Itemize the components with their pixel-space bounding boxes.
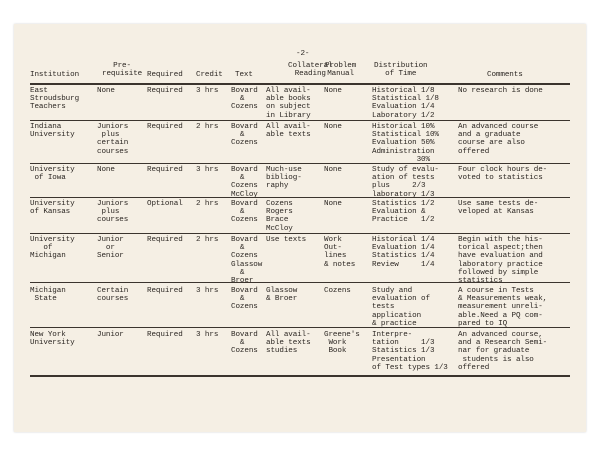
cell-problem-manual: Work Out- lines & notes — [324, 236, 356, 269]
cell-collateral-reading: Much-use bibliog- raphy — [266, 166, 302, 191]
cell-prerequisite: Junior — [97, 331, 124, 339]
cell-required: Required — [147, 166, 183, 174]
header-collateral-reading: Collateral Reading — [288, 62, 333, 79]
cell-credit: 3 hrs — [196, 287, 219, 295]
document-sheet — [14, 24, 586, 432]
header-problem-manual: Problem Manual — [325, 62, 357, 79]
table-rule — [30, 375, 570, 377]
cell-comments: No research is done — [458, 87, 543, 95]
cell-required: Required — [147, 331, 183, 339]
cell-collateral-reading: All avail- able texts studies — [266, 331, 311, 356]
cell-comments: Begin with the his- torical aspect;then have evaluation and laboratory practice followed by simple statistics — [458, 236, 543, 286]
cell-credit: 3 hrs — [196, 331, 219, 339]
cell-prerequisite: Junior or Senior — [97, 236, 124, 261]
cell-comments: An advanced course and a graduate course are also offered — [458, 123, 539, 156]
cell-problem-manual: None — [324, 87, 342, 95]
table-rule — [30, 120, 570, 121]
cell-distribution-of-time: Interpre- tation 1/3 Statistics 1/3 Presentation of Test types 1/3 — [372, 331, 448, 372]
cell-institution: University of Kansas — [30, 200, 75, 217]
cell-institution: New York University — [30, 331, 75, 348]
cell-text: Bovard & Cozens — [231, 200, 258, 225]
cell-prerequisite: Juniors plus courses — [97, 200, 129, 225]
cell-distribution-of-time: Statistics 1/2 Evaluation & Practice 1/2 — [372, 200, 435, 225]
cell-collateral-reading: Use texts — [266, 236, 307, 244]
table-rule — [30, 327, 570, 328]
cell-institution: Indiana University — [30, 123, 75, 140]
cell-required: Optional — [147, 200, 183, 208]
cell-collateral-reading: Glassow & Broer — [266, 287, 298, 304]
cell-required: Required — [147, 87, 183, 95]
header-distribution-of-time: Distribution of Time — [374, 62, 428, 79]
cell-comments: Use same tests de- veloped at Kansas — [458, 200, 539, 217]
cell-credit: 3 hrs — [196, 87, 219, 95]
cell-distribution-of-time: Study of evalu- ation of tests plus 2/3 laboratory 1/3 — [372, 166, 439, 199]
cell-prerequisite: None — [97, 166, 115, 174]
table-rule — [30, 83, 570, 85]
cell-problem-manual: None — [324, 200, 342, 208]
cell-distribution-of-time: Study and evaluation of tests application & practice — [372, 287, 430, 328]
cell-credit: 2 hrs — [196, 200, 219, 208]
cell-required: Required — [147, 287, 183, 295]
cell-collateral-reading: All avail- able texts — [266, 123, 311, 140]
table-rule — [30, 233, 570, 234]
cell-problem-manual: None — [324, 123, 342, 131]
cell-comments: A course in Tests & Measurements weak, measurement unreli- able.Need a PQ com- pared to IQ — [458, 287, 548, 328]
cell-problem-manual: Greene's Work Book — [324, 331, 360, 356]
cell-institution: University of Iowa — [30, 166, 75, 183]
cell-prerequisite: None — [97, 87, 115, 95]
cell-collateral-reading: All avail- able books on subject in Library — [266, 87, 311, 120]
cell-prerequisite: Juniors plus certain courses — [97, 123, 129, 156]
cell-text: Bovard & Cozens — [231, 87, 258, 112]
cell-comments: Four clock hours de- voted to statistics — [458, 166, 548, 183]
cell-text: Bovard & Cozens — [231, 331, 258, 356]
header-institution: Institution — [30, 71, 80, 79]
cell-required: Required — [147, 236, 183, 244]
cell-institution: Michigan State — [30, 287, 66, 304]
table-rule — [30, 163, 570, 164]
cell-distribution-of-time: Historical 10% Statistical 10% Evaluation 50% Administration 30% — [372, 123, 439, 164]
cell-institution: East Stroudsburg Teachers — [30, 87, 80, 112]
cell-credit: 3 hrs — [196, 166, 219, 174]
cell-distribution-of-time: Historical 1/4 Evaluation 1/4 Statistics 1/4 Review 1/4 — [372, 236, 435, 269]
header-comments: Comments — [487, 71, 523, 79]
cell-institution: University of Michigan — [30, 236, 75, 261]
cell-credit: 2 hrs — [196, 236, 219, 244]
header-credit: Credit — [196, 71, 223, 79]
cell-required: Required — [147, 123, 183, 131]
cell-distribution-of-time: Historical 1/8 Statistical 1/8 Evaluation 1/4 Laboratory 1/2 — [372, 87, 439, 120]
header-required: Required — [147, 71, 183, 79]
cell-text: Bovard & Cozens McCloy — [231, 166, 258, 199]
cell-problem-manual: None — [324, 166, 342, 174]
header-prerequisite: Pre- requisite — [102, 62, 143, 79]
header-text: Text — [235, 71, 253, 79]
cell-text: Bovard & Cozens — [231, 123, 258, 148]
table-rule — [30, 197, 570, 198]
cell-prerequisite: Certain courses — [97, 287, 129, 304]
cell-credit: 2 hrs — [196, 123, 219, 131]
page-number: -2- — [296, 50, 310, 58]
cell-comments: An advanced course, and a Research Semi- nar for graduate students is also offered — [458, 331, 548, 372]
cell-text: Bovard & Cozens Glassow & Broer — [231, 236, 263, 286]
cell-collateral-reading: Cozens Rogers Brace McCloy — [266, 200, 293, 233]
cell-text: Bovard & Cozens — [231, 287, 258, 312]
cell-problem-manual: Cozens — [324, 287, 351, 295]
table-rule — [30, 282, 570, 283]
